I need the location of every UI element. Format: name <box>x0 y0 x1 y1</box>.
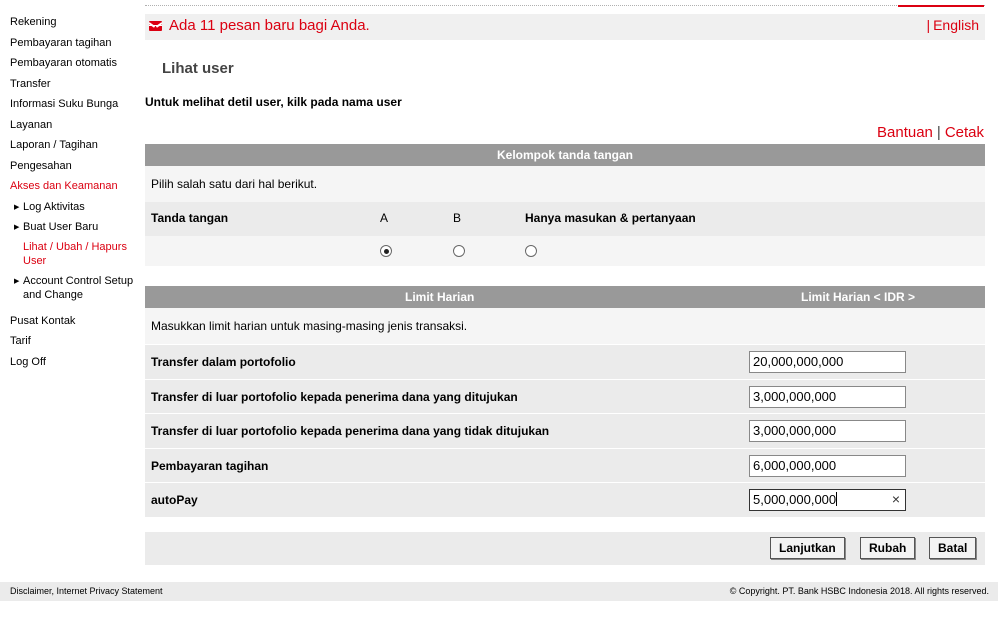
help-link[interactable]: Bantuan <box>877 124 933 141</box>
signature-options-row <box>145 236 985 266</box>
subnav-label: Log Aktivitas <box>23 200 85 213</box>
subnav-log-aktivitas[interactable] <box>0 200 140 214</box>
nav-log-off[interactable]: Log Off <box>10 355 46 368</box>
limit-row <box>145 448 985 483</box>
subnav-buat-user-baru[interactable] <box>0 220 140 234</box>
limit-row <box>145 344 985 379</box>
nav-layanan[interactable]: Layanan <box>10 118 53 131</box>
top-divider <box>145 5 985 6</box>
nav-informasi-suku-bunga[interactable]: Informasi Suku Bunga <box>10 98 119 110</box>
limit-label: Transfer di luar portofolio kepada penerima dana yang tidak ditujukan <box>151 424 550 438</box>
language-separator: | <box>926 17 931 33</box>
text-caret <box>836 492 837 506</box>
limit-input-transfer-in-portfolio[interactable]: 20,000,000,000 <box>749 351 906 373</box>
subnav-label: Buat User Baru <box>23 220 99 233</box>
nav-tarif[interactable]: Tarif <box>10 335 31 347</box>
daily-limit-intro: Masukkan limit harian untuk masing-masing jenis transaksi. <box>145 308 985 344</box>
nav-laporan-tagihan[interactable]: Laporan / Tagihan <box>10 139 98 151</box>
continue-button[interactable]: Lanjutkan <box>770 537 845 559</box>
nav-rekening[interactable]: Rekening <box>10 16 57 28</box>
daily-limit-header <box>145 286 985 308</box>
page-title: Lihat user <box>162 60 234 77</box>
nav-pembayaran-otomatis[interactable]: Pembayaran otomatis <box>10 57 117 69</box>
footer <box>0 582 998 601</box>
top-accent-bar <box>898 5 984 7</box>
limit-input-transfer-out-designated[interactable]: 3,000,000,000 <box>749 386 906 408</box>
new-messages-link[interactable]: Ada 11 pesan baru bagi Anda. <box>169 17 370 34</box>
sidebar-nav <box>0 12 140 372</box>
change-button[interactable]: Rubah <box>860 537 915 559</box>
option-a-label: A <box>380 211 389 225</box>
limit-label: Pembayaran tagihan <box>151 458 269 473</box>
limit-row <box>145 413 985 448</box>
subnav-label: Account Control Setup and Change <box>23 274 134 301</box>
subnav-lihat-user[interactable] <box>0 240 135 268</box>
triangle-right-icon: ▶ <box>14 277 20 285</box>
nav-pembayaran-tagihan[interactable]: Pembayaran tagihan <box>10 36 112 49</box>
language-english-link[interactable]: English <box>933 17 979 33</box>
signature-group-panel <box>145 144 985 266</box>
limit-label: Transfer di luar portofolio kepada penerima dana yang ditujukan <box>151 389 518 404</box>
daily-limit-header-right: Limit Harian < IDR > <box>801 290 916 304</box>
signature-group-header: Kelompok tanda tangan <box>145 144 985 166</box>
clear-icon[interactable]: × <box>891 491 900 507</box>
signature-intro: Pilih salah satu dari hal berikut. <box>145 166 985 202</box>
disclaimer-link[interactable]: Disclaimer, Internet Privacy Statement <box>10 586 163 596</box>
nav-pusat-kontak[interactable]: Pusat Kontak <box>10 314 76 327</box>
subnav-label: Lihat / Ubah / Hapurs User <box>23 240 127 267</box>
triangle-right-icon: ▶ <box>14 203 20 211</box>
print-link[interactable]: Cetak <box>944 124 984 141</box>
envelope-icon <box>149 21 162 31</box>
links-separator: | <box>936 124 941 141</box>
language-switch <box>926 17 979 33</box>
nav-pengesahan[interactable]: Pengesahan <box>10 159 72 172</box>
daily-limit-panel <box>145 286 985 517</box>
limit-label: Transfer dalam portofolio <box>151 355 296 369</box>
radio-option-b[interactable] <box>453 245 465 257</box>
page-instruction: Untuk melihat detil user, kilk pada nama user <box>145 95 402 109</box>
option-b-label: B <box>453 211 462 225</box>
autopay-value: 5,000,000,000 <box>753 492 837 507</box>
limit-row <box>145 482 985 517</box>
option-query-only-label: Hanya masukan & pertanyaan <box>525 211 696 225</box>
limit-label: autoPay <box>151 493 198 507</box>
nav-transfer[interactable]: Transfer <box>10 77 51 90</box>
limit-input-bill-payment[interactable]: 6,000,000,000 <box>749 455 906 477</box>
signature-options-header <box>145 202 985 236</box>
limit-input-autopay[interactable] <box>749 489 906 511</box>
copyright-text: © Copyright. PT. Bank HSBC Indonesia 2018. All rights reserved. <box>729 586 989 596</box>
nav-akses-dan-keamanan[interactable]: Akses dan Keamanan <box>10 180 118 192</box>
radio-option-a[interactable] <box>380 245 392 257</box>
radio-option-query-only[interactable] <box>525 245 537 257</box>
daily-limit-header-left: Limit Harian <box>405 290 475 304</box>
triangle-right-icon: ▶ <box>14 223 20 231</box>
message-bar <box>145 14 985 40</box>
help-links <box>877 124 984 141</box>
subnav-account-control[interactable] <box>0 274 135 302</box>
signature-column-label: Tanda tangan <box>151 211 229 225</box>
limit-row <box>145 379 985 414</box>
action-bar <box>145 532 985 565</box>
cancel-button[interactable]: Batal <box>929 537 976 559</box>
limit-input-transfer-out-undesignated[interactable]: 3,000,000,000 <box>749 420 906 442</box>
